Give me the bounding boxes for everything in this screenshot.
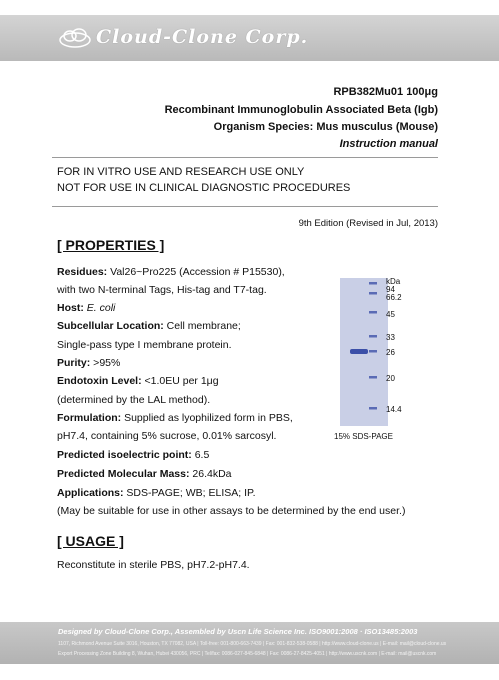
marker-band [369, 292, 377, 295]
endotoxin-line: Endotoxin Level: <1.0EU per 1μg [57, 375, 219, 387]
divider [52, 157, 438, 158]
marker-band [369, 282, 377, 285]
location-cont: Single-pass type I membrane protein. [57, 339, 232, 351]
marker-band [369, 350, 377, 353]
organism-species: Organism Species: Mus musculus (Mouse) [213, 121, 438, 133]
section-title-properties: [ PROPERTIES ] [57, 237, 165, 253]
disclaimer-clinical: NOT FOR USE IN CLINICAL DIAGNOSTIC PROCEDURES [57, 182, 351, 194]
applications-note: (May be suitable for use in other assays to be determined by the end user.) [57, 505, 406, 517]
endotoxin-cont: (determined by the LAL method). [57, 394, 211, 406]
marker-label: 66.2 [386, 293, 402, 302]
applications-line: Applications: SDS-PAGE; WB; ELISA; IP. [57, 487, 256, 499]
disclaimer-research: FOR IN VITRO USE AND RESEARCH USE ONLY [57, 166, 305, 178]
section-title-usage: [ USAGE ] [57, 533, 124, 549]
company-name: Cloud-Clone Corp. [96, 26, 309, 48]
marker-label: 45 [386, 310, 395, 319]
document-type: Instruction manual [339, 138, 438, 150]
sample-band [350, 349, 368, 354]
usage-text: Reconstitute in sterile PBS, pH7.2-pH7.4. [57, 559, 250, 571]
marker-band [369, 376, 377, 379]
formulation-line: Formulation: Supplied as lyophilized form in PBS, [57, 412, 293, 424]
residues-cont: with two N-terminal Tags, His-tag and T7-tag. [57, 284, 267, 296]
marker-band [369, 407, 377, 410]
host-line: Host: E. coli [57, 302, 116, 314]
marker-label: 14.4 [386, 405, 402, 414]
purity-line: Purity: >95% [57, 357, 121, 369]
marker-label: 94 [386, 285, 395, 294]
footer-credit: Designed by Cloud-Clone Corp., Assembled by Uscn Life Science Inc. ISO9001:2008 · ISO13485:2003 [58, 627, 418, 636]
marker-band [369, 311, 377, 314]
marker-label: 26 [386, 348, 395, 357]
kda-header: kDa [386, 277, 401, 286]
cloud-logo-icon [58, 27, 92, 49]
residues-line: Residues: Val26~Pro225 (Accession # P15530), [57, 266, 285, 278]
marker-label: 20 [386, 374, 395, 383]
isoelectric-line: Predicted isoelectric point: 6.5 [57, 449, 210, 461]
gel-caption: 15% SDS-PAGE [334, 432, 393, 441]
footer-address-cn: Export Processing Zone Building 8, Wuhan, Hubei 430056, PRC | Tel/fax: 0086-027-845-6848 | Fax: 0086-27-8425-4051 | http://www.uscnk.com | E-mail: mail@uscnk.com [58, 651, 437, 657]
divider [52, 206, 438, 207]
marker-label: 33 [386, 333, 395, 342]
product-name: Recombinant Immunoglobulin Associated Beta (Igb) [164, 104, 438, 116]
marker-band [369, 335, 377, 338]
footer-address-us: 1107, Richmond Avenue Suite 3016, Houston, TX 77082, USA | Toll-free: 001-800-663-7439 | Fax: 001-832-538-0588 | http://www.cloud-clone.us | E-mail: mail@cloud-clone.us [58, 641, 447, 647]
product-code: RPB382Mu01 100μg [333, 86, 438, 98]
mass-line: Predicted Molecular Mass: 26.4kDa [57, 468, 232, 480]
formulation-cont: pH7.4, containing 5% sucrose, 0.01% sarcosyl. [57, 430, 277, 442]
edition-note: 9th Edition (Revised in Jul, 2013) [298, 218, 438, 229]
location-line: Subcellular Location: Cell membrane; [57, 320, 241, 332]
gel-bands [340, 278, 388, 426]
sds-page-gel-image [340, 278, 388, 426]
